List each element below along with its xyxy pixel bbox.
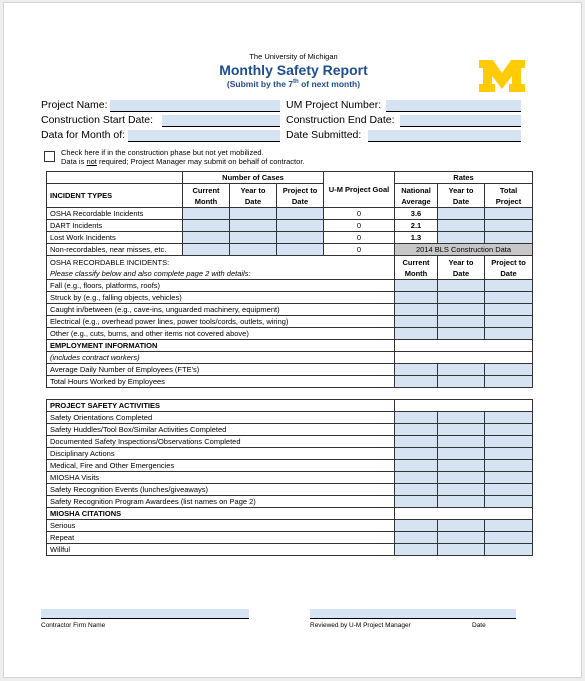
input-cell[interactable] bbox=[395, 412, 438, 424]
input-cell[interactable] bbox=[485, 220, 533, 232]
input-cell[interactable] bbox=[395, 544, 438, 556]
row-label: DART Incidents bbox=[47, 220, 183, 232]
row-label: Average Daily Number of Employees (FTE's) bbox=[47, 364, 395, 376]
row-label: Caught in/between (e.g., cave-ins, unguarded machinery, equipment) bbox=[47, 304, 395, 316]
input-cell[interactable] bbox=[395, 328, 438, 340]
recordable-note: Please classify below and also complete page 2 with details: bbox=[50, 268, 251, 278]
input-cell[interactable] bbox=[395, 364, 438, 376]
input-cell[interactable] bbox=[230, 208, 277, 220]
input-cell[interactable] bbox=[438, 292, 485, 304]
contractor-firm-field[interactable] bbox=[41, 609, 249, 619]
input-cell[interactable] bbox=[485, 544, 533, 556]
date-submitted-label: Date Submitted: bbox=[286, 129, 362, 141]
input-cell[interactable] bbox=[438, 436, 485, 448]
input-cell[interactable] bbox=[230, 244, 277, 256]
recordable-header-row bbox=[47, 256, 533, 280]
construction-end-date-field[interactable] bbox=[400, 115, 521, 127]
um-project-number-field[interactable] bbox=[386, 100, 521, 112]
construction-start-date-label: Construction Start Date: bbox=[41, 114, 154, 126]
reviewed-by-label: Reviewed by U-M Project Manager bbox=[310, 622, 411, 629]
input-cell[interactable] bbox=[277, 244, 324, 256]
report-title: Monthly Safety Report bbox=[219, 62, 368, 78]
construction-start-date-field[interactable] bbox=[162, 115, 280, 127]
incident-types-header: INCIDENT TYPES bbox=[47, 184, 183, 208]
input-cell[interactable] bbox=[183, 232, 230, 244]
rates-header: Rates bbox=[395, 172, 533, 184]
table-row bbox=[47, 520, 533, 532]
row-label: MIOSHA Visits bbox=[47, 472, 395, 484]
input-cell[interactable] bbox=[395, 280, 438, 292]
col-rate-year-to-date: Year to Date bbox=[438, 184, 485, 208]
block-m-logo-icon bbox=[478, 59, 526, 93]
employment-header-row bbox=[47, 340, 533, 352]
input-cell[interactable] bbox=[438, 316, 485, 328]
citations-header-row bbox=[47, 508, 533, 520]
input-cell[interactable] bbox=[438, 328, 485, 340]
data-month-field[interactable] bbox=[128, 130, 280, 142]
input-cell[interactable] bbox=[485, 448, 533, 460]
table-row bbox=[47, 292, 533, 304]
input-cell[interactable] bbox=[438, 460, 485, 472]
input-cell[interactable] bbox=[438, 364, 485, 376]
input-cell[interactable] bbox=[485, 484, 533, 496]
input-cell[interactable] bbox=[438, 280, 485, 292]
input-cell[interactable] bbox=[183, 244, 230, 256]
contractor-firm-label: Contractor Firm Name bbox=[41, 622, 106, 629]
row-label: Safety Recognition Events (lunches/giveaways) bbox=[47, 484, 395, 496]
row-label: OSHA Recordable Incidents bbox=[47, 208, 183, 220]
input-cell[interactable] bbox=[438, 424, 485, 436]
input-cell[interactable] bbox=[395, 316, 438, 328]
input-cell[interactable] bbox=[438, 412, 485, 424]
col-year-to-date: Year to Date bbox=[230, 184, 277, 208]
row-label: Struck by (e.g., falling objects, vehicles) bbox=[47, 292, 395, 304]
checkbox-note-line1: Check here if in the construction phase but not yet mobilized. bbox=[61, 148, 264, 157]
input-cell[interactable] bbox=[485, 532, 533, 544]
national-average-value: 1.3 bbox=[395, 232, 438, 244]
table-row bbox=[47, 496, 533, 508]
input-cell[interactable] bbox=[485, 472, 533, 484]
construction-end-date-label: Construction End Date: bbox=[286, 114, 395, 126]
row-label: Serious bbox=[47, 520, 395, 532]
input-cell[interactable] bbox=[395, 472, 438, 484]
employment-header: EMPLOYMENT INFORMATION bbox=[47, 340, 395, 352]
table-row bbox=[47, 424, 533, 436]
input-cell[interactable] bbox=[485, 460, 533, 472]
table-row bbox=[47, 316, 533, 328]
row-label: Willful bbox=[47, 544, 395, 556]
input-cell[interactable] bbox=[438, 376, 485, 388]
project-goal-header: U-M Project Goal bbox=[324, 172, 395, 208]
input-cell[interactable] bbox=[438, 220, 485, 232]
input-cell[interactable] bbox=[485, 496, 533, 508]
employment-note: (includes contract workers) bbox=[47, 352, 395, 364]
not-mobilized-checkbox[interactable] bbox=[44, 151, 55, 162]
input-cell[interactable] bbox=[485, 304, 533, 316]
um-project-number-label: UM Project Number: bbox=[286, 99, 382, 111]
activities-header: PROJECT SAFETY ACTIVITIES bbox=[47, 400, 395, 412]
input-cell[interactable] bbox=[395, 376, 438, 388]
row-label: Safety Recognition Program Awardees (list names on Page 2) bbox=[47, 496, 395, 508]
table-row bbox=[47, 352, 533, 364]
table-row bbox=[47, 484, 533, 496]
input-cell[interactable] bbox=[438, 520, 485, 532]
input-cell[interactable] bbox=[230, 232, 277, 244]
input-cell[interactable] bbox=[485, 364, 533, 376]
table-row bbox=[47, 208, 533, 220]
input-cell[interactable] bbox=[183, 208, 230, 220]
safety-report-table bbox=[46, 171, 533, 556]
input-cell[interactable] bbox=[438, 448, 485, 460]
input-cell[interactable] bbox=[438, 496, 485, 508]
table-row bbox=[47, 304, 533, 316]
input-cell[interactable] bbox=[395, 496, 438, 508]
data-month-label: Data for Month of: bbox=[41, 129, 126, 141]
row-label: Safety Huddles/Tool Box/Similar Activities Completed bbox=[47, 424, 395, 436]
row-label: Electrical (e.g., overhead power lines, power tools/cords, outlets, wiring) bbox=[47, 316, 395, 328]
table-row bbox=[47, 532, 533, 544]
table-row bbox=[47, 448, 533, 460]
input-cell[interactable] bbox=[485, 280, 533, 292]
input-cell[interactable] bbox=[485, 436, 533, 448]
number-of-cases-header: Number of Cases bbox=[183, 172, 324, 184]
input-cell[interactable] bbox=[438, 208, 485, 220]
table-row bbox=[47, 328, 533, 340]
input-cell[interactable] bbox=[395, 424, 438, 436]
table-row bbox=[47, 232, 533, 244]
input-cell[interactable] bbox=[438, 232, 485, 244]
row-label: Total Hours Worked by Employees bbox=[47, 376, 395, 388]
row-label: Fall (e.g., floors, platforms, roofs) bbox=[47, 280, 395, 292]
col-current-month-2: Current Month bbox=[395, 256, 438, 280]
table-row bbox=[47, 364, 533, 376]
reviewed-by-field[interactable] bbox=[310, 609, 516, 619]
row-label: Documented Safety Inspections/Observations Completed bbox=[47, 436, 395, 448]
input-cell[interactable] bbox=[230, 220, 277, 232]
national-average-value: 3.6 bbox=[395, 208, 438, 220]
input-cell[interactable] bbox=[485, 292, 533, 304]
date-label: Date bbox=[472, 622, 486, 629]
input-cell[interactable] bbox=[485, 424, 533, 436]
input-cell[interactable] bbox=[438, 532, 485, 544]
activities-header-row bbox=[47, 400, 533, 412]
recordable-header: OSHA RECORDABLE INCIDENTS: bbox=[50, 257, 170, 267]
input-cell[interactable] bbox=[438, 484, 485, 496]
report-subtitle: (Submit by the 7th of next month) bbox=[226, 79, 361, 89]
row-label: Medical, Fire and Other Emergencies bbox=[47, 460, 395, 472]
goal-value: 0 bbox=[324, 232, 395, 244]
input-cell[interactable] bbox=[438, 544, 485, 556]
table-row bbox=[47, 436, 533, 448]
input-cell[interactable] bbox=[438, 304, 485, 316]
input-cell[interactable] bbox=[277, 220, 324, 232]
row-label: Repeat bbox=[47, 532, 395, 544]
input-cell[interactable] bbox=[183, 220, 230, 232]
table-row bbox=[47, 280, 533, 292]
university-name: The University of Michigan bbox=[249, 52, 338, 61]
citations-header: MIOSHA CITATIONS bbox=[47, 508, 395, 520]
table-row bbox=[47, 412, 533, 424]
date-submitted-field[interactable] bbox=[368, 130, 521, 142]
goal-value: 0 bbox=[324, 208, 395, 220]
project-name-label: Project Name: bbox=[41, 99, 108, 111]
table-row bbox=[47, 376, 533, 388]
input-cell[interactable] bbox=[395, 460, 438, 472]
checkbox-note-line2: Data is not required; Project Manager may submit on behalf of contractor. bbox=[61, 157, 305, 166]
input-cell[interactable] bbox=[395, 292, 438, 304]
input-cell[interactable] bbox=[485, 376, 533, 388]
national-average-value: 2.1 bbox=[395, 220, 438, 232]
goal-value: 0 bbox=[324, 244, 395, 256]
col-year-to-date-2: Year to Date bbox=[438, 256, 485, 280]
input-cell[interactable] bbox=[395, 448, 438, 460]
input-cell[interactable] bbox=[277, 208, 324, 220]
col-project-to-date: Project to Date bbox=[277, 184, 324, 208]
table-row bbox=[47, 220, 533, 232]
input-cell[interactable] bbox=[485, 412, 533, 424]
table-row bbox=[47, 244, 533, 256]
input-cell[interactable] bbox=[395, 520, 438, 532]
input-cell[interactable] bbox=[485, 328, 533, 340]
bls-data-note: 2014 BLS Construction Data bbox=[395, 244, 533, 256]
goal-value: 0 bbox=[324, 220, 395, 232]
input-cell[interactable] bbox=[395, 436, 438, 448]
row-label: Other (e.g., cuts, burns, and other items not covered above) bbox=[47, 328, 395, 340]
input-cell[interactable] bbox=[277, 232, 324, 244]
row-label: Disciplinary Actions bbox=[47, 448, 395, 460]
col-total-project: Total Project bbox=[485, 184, 533, 208]
row-label: Non-recordables, near misses, etc. bbox=[47, 244, 183, 256]
row-label: Lost Work Incidents bbox=[47, 232, 183, 244]
input-cell[interactable] bbox=[395, 304, 438, 316]
input-cell[interactable] bbox=[485, 232, 533, 244]
table-row bbox=[47, 460, 533, 472]
input-cell[interactable] bbox=[485, 316, 533, 328]
report-page bbox=[3, 2, 582, 678]
project-name-field[interactable] bbox=[110, 100, 280, 112]
table-row bbox=[47, 544, 533, 556]
input-cell[interactable] bbox=[438, 472, 485, 484]
input-cell[interactable] bbox=[485, 208, 533, 220]
input-cell[interactable] bbox=[395, 484, 438, 496]
row-label: Safety Orientations Completed bbox=[47, 412, 395, 424]
col-project-to-date-2: Project to Date bbox=[485, 256, 533, 280]
table-row bbox=[47, 472, 533, 484]
input-cell[interactable] bbox=[485, 520, 533, 532]
col-national-average: National Average bbox=[395, 184, 438, 208]
input-cell[interactable] bbox=[395, 532, 438, 544]
col-current-month: Current Month bbox=[183, 184, 230, 208]
